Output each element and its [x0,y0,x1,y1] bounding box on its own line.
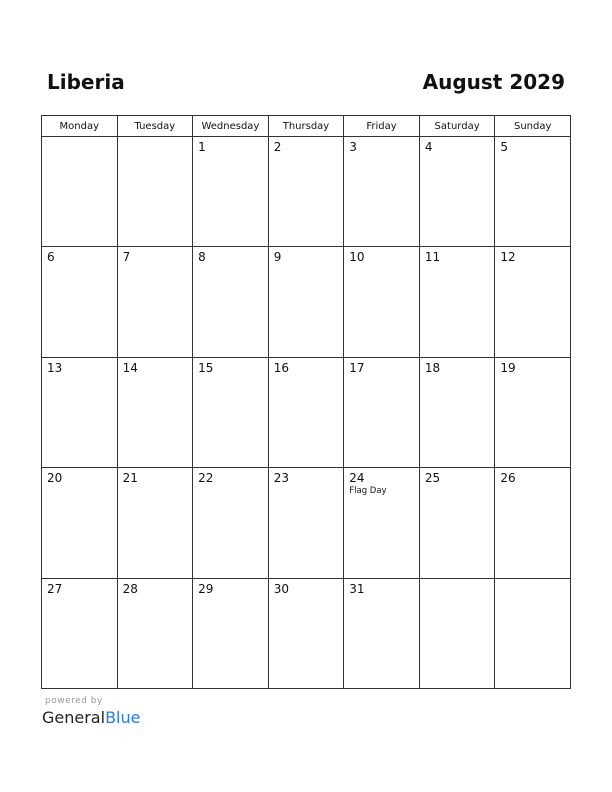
weekday-header: Wednesday [193,116,269,137]
day-number: 21 [122,471,138,486]
weekday-header-row [42,116,571,137]
day-number: 31 [349,581,365,596]
day-cell [419,247,495,357]
day-number: 16 [273,360,289,375]
day-cell [117,357,193,467]
weekday-header: Monday [42,116,118,137]
day-number: 1 [198,140,206,154]
day-number: 3 [349,140,357,154]
day-number: 27 [47,581,63,596]
day-number: 18 [424,360,441,375]
day-cell [42,247,118,357]
day-cell [268,247,344,357]
day-cell [117,247,193,357]
powered-by-text: powered by [45,696,103,706]
day-number: 19 [500,360,516,375]
day-number: 2 [273,140,282,154]
day-number: 25 [424,471,441,486]
week-row [42,137,571,247]
day-cell [268,137,344,247]
month-year-title: August 2029 [422,70,565,94]
day-number: 24 [349,471,365,486]
day-number: 23 [273,471,289,486]
day-cell [495,247,571,357]
day-number: 30 [273,581,289,596]
day-number: 11 [424,250,441,265]
weekday-header: Thursday [268,116,344,137]
day-cell [117,468,193,578]
day-number: 4 [424,140,433,154]
holiday-label: Flag Day [349,486,387,497]
day-cell [419,357,495,467]
brand-name-part1: General [42,708,106,727]
day-number: 5 [500,140,509,154]
day-cell [344,137,420,247]
day-cell [42,357,118,467]
day-cell [344,578,420,688]
day-cell [495,578,571,688]
day-cell [268,468,344,578]
day-cell [268,578,344,688]
calendar-grid [41,115,571,689]
brand-name-part2: Blue [105,708,141,727]
day-cell [268,357,344,467]
day-number: 9 [273,250,282,265]
day-number: 14 [122,360,138,375]
day-cell [344,468,420,578]
day-number: 29 [198,581,214,596]
day-number: 22 [198,471,214,486]
day-number: 10 [349,250,365,265]
day-cell [193,247,269,357]
day-cell [419,137,495,247]
day-cell [42,578,118,688]
day-cell [193,468,269,578]
day-cell [193,578,269,688]
brand-logo [42,708,140,727]
day-number: 17 [349,360,365,375]
weekday-header: Tuesday [117,116,193,137]
weekday-header: Sunday [495,116,571,137]
day-number: 15 [198,360,214,375]
day-number: 13 [47,360,63,375]
weekday-header: Saturday [419,116,495,137]
day-number: 12 [500,250,516,265]
day-cell [419,468,495,578]
day-cell [42,137,118,247]
day-cell [495,357,571,467]
day-cell [193,357,269,467]
weekday-header: Friday [344,116,420,137]
week-row [42,468,571,578]
day-cell [117,578,193,688]
day-number: 6 [47,250,55,265]
day-number: 28 [122,581,138,596]
day-cell [495,468,571,578]
day-number: 26 [500,471,516,486]
day-cell [344,357,420,467]
week-row [42,247,571,357]
week-row [42,578,571,688]
day-number: 8 [198,250,206,265]
day-number: 7 [122,250,131,265]
day-cell [495,137,571,247]
country-title: Liberia [47,70,125,94]
day-cell [117,137,193,247]
day-cell [419,578,495,688]
day-cell [193,137,269,247]
week-row [42,357,571,467]
day-cell [42,468,118,578]
day-number: 20 [47,471,63,486]
day-cell [344,247,420,357]
